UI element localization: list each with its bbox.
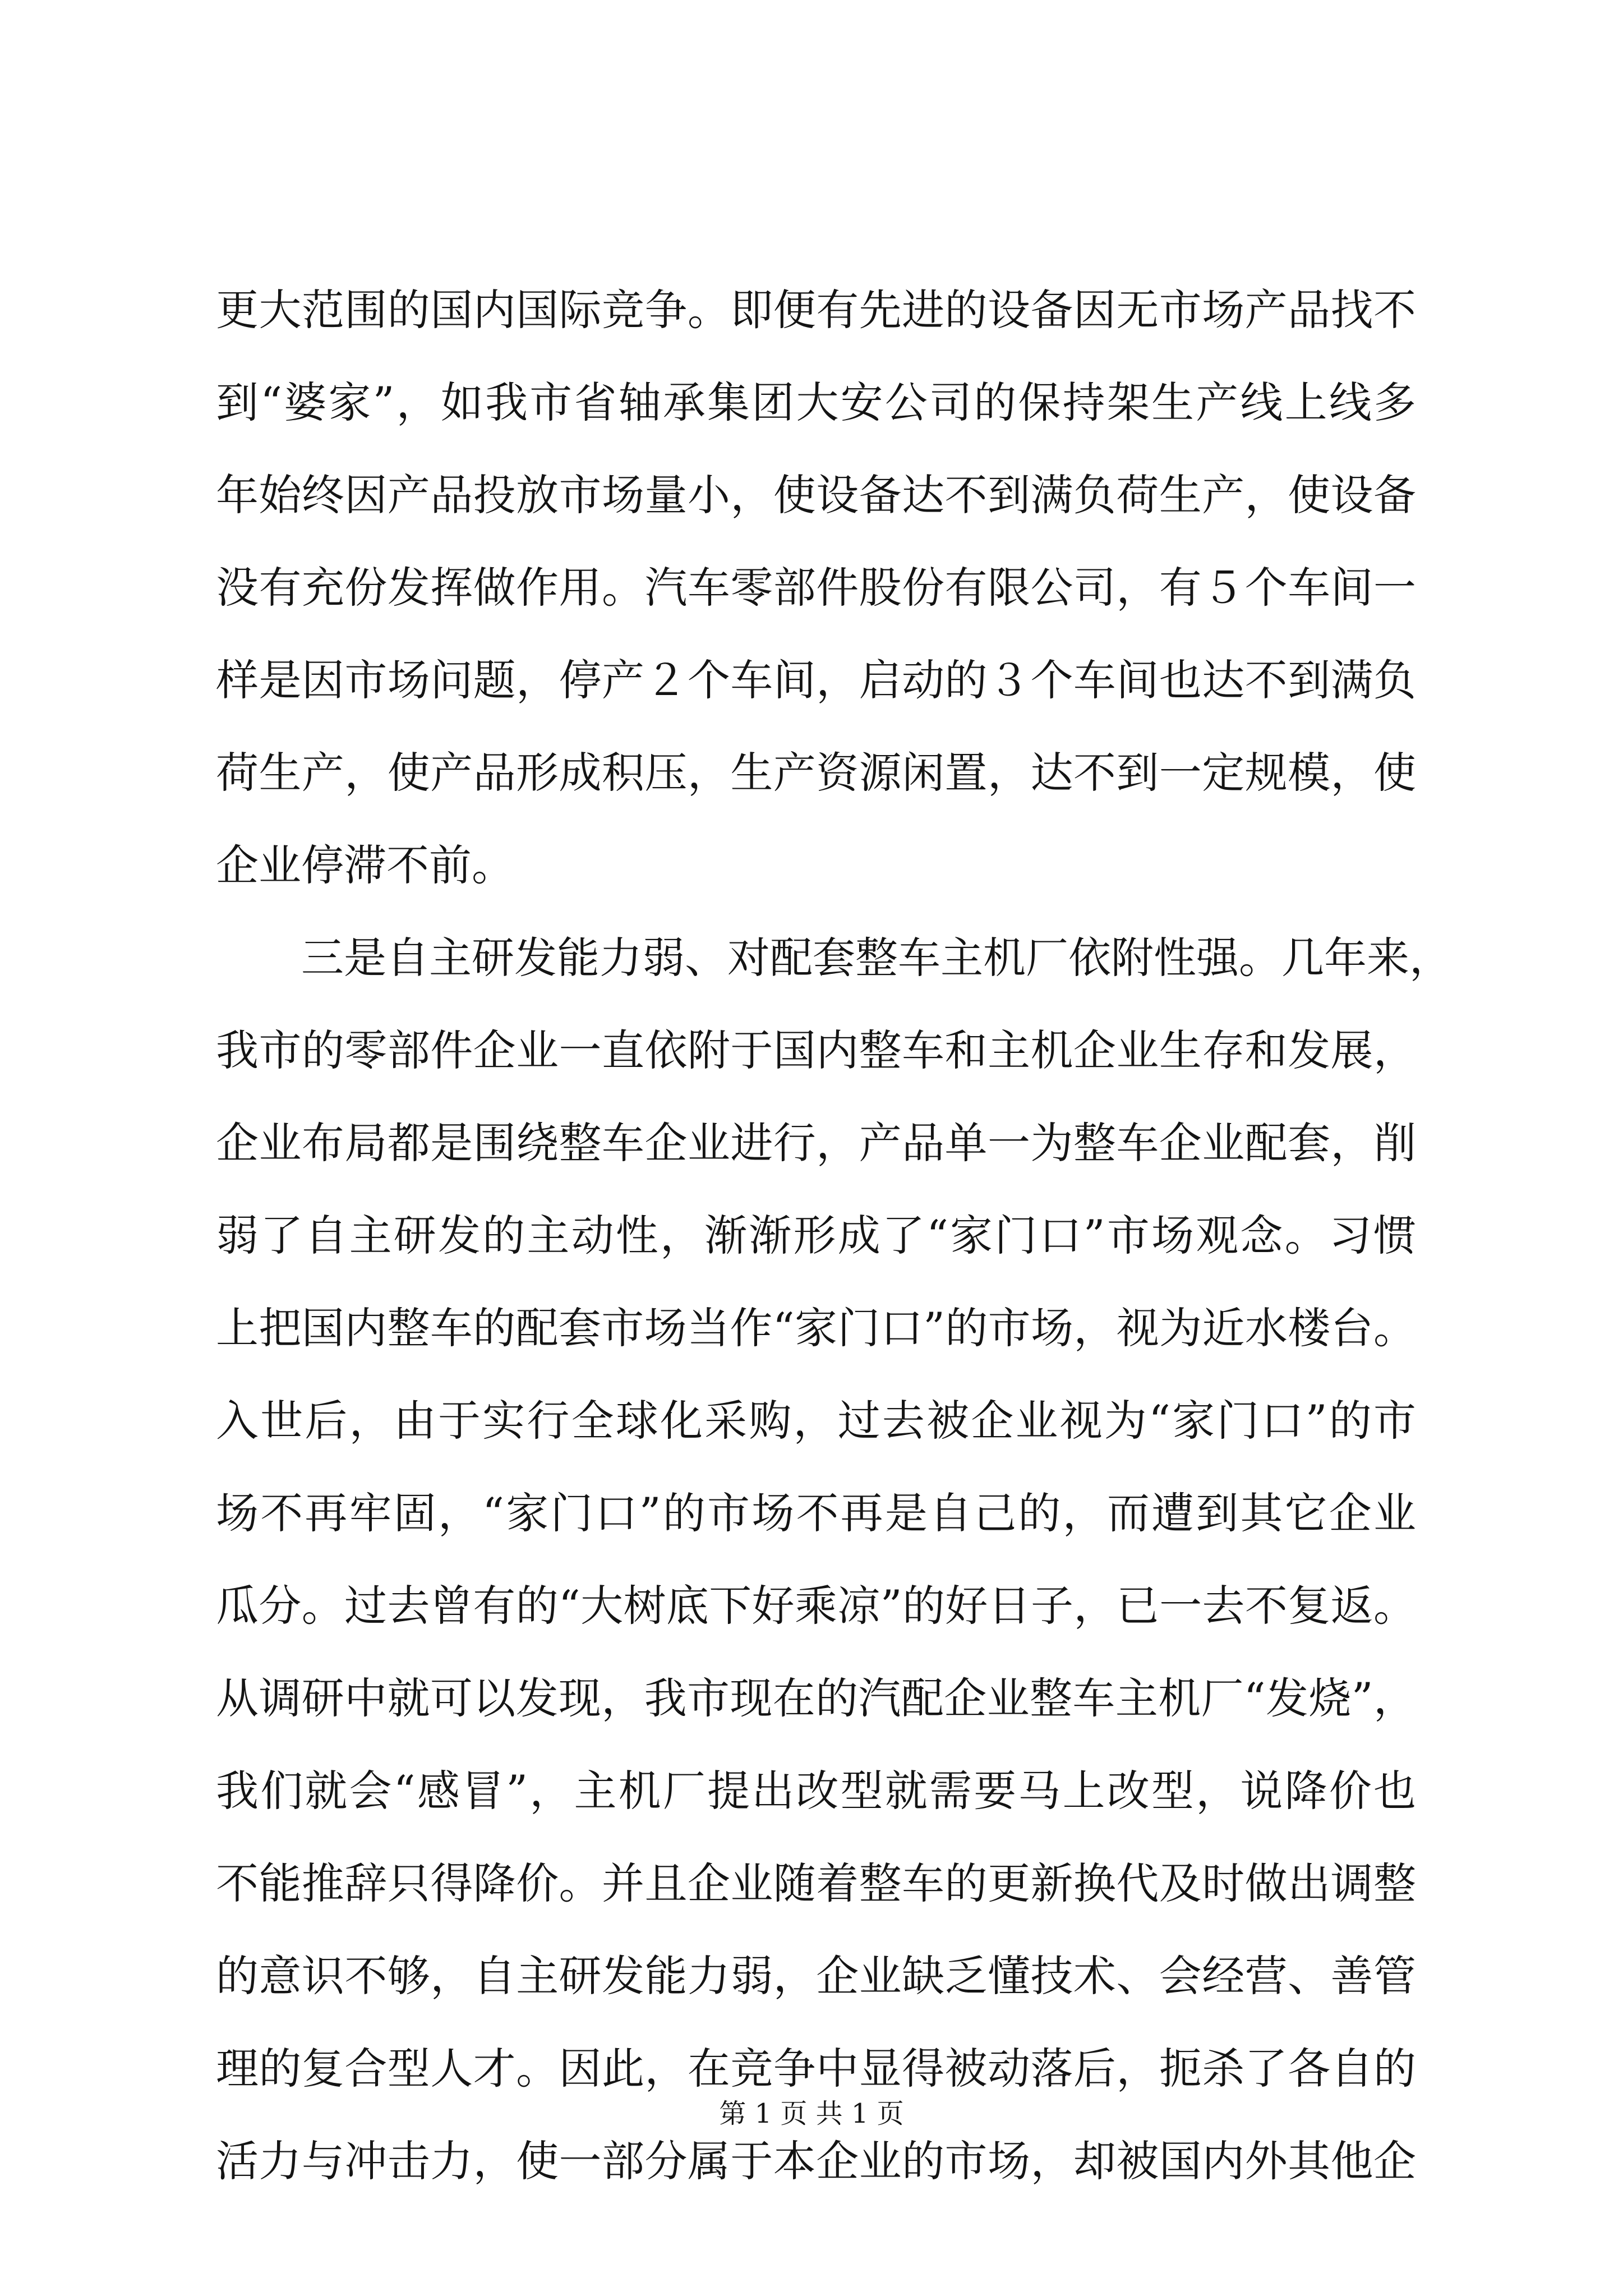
text-line: 弱了自主研发的主动性，渐渐形成了“家门口”市场观念。习惯: [216, 1211, 1416, 1260]
text-line: 荷生产，使产品形成积压，生产资源闲置，达不到一定规模，使: [216, 748, 1416, 798]
body-text: [216, 264, 1452, 2207]
text-line: 企业停滞不前。: [216, 840, 514, 890]
text-line: 上把国内整车的配套市场当作“家门口”的市场，视为近水楼台。: [216, 1303, 1416, 1353]
text-line: 我市的零部件企业一直依附于国内整车和主机企业生存和发展，: [216, 1025, 1416, 1075]
text-line: 瓜分。过去曾有的“大树底下好乘凉”的好日子，已一去不复返。: [216, 1581, 1416, 1631]
text-line: 场不再牢固，“家门口”的市场不再是自己的，而遭到其它企业: [216, 1488, 1416, 1538]
text-line: 入世后，由于实行全球化采购，过去被企业视为“家门口”的市: [216, 1396, 1416, 1446]
text-line: 到“婆家”，如我市省轴承集团大安公司的保持架生产线上线多: [216, 378, 1416, 427]
text-line: 更大范围的国内国际竞争。即便有先进的设备因无市场产品找不: [216, 285, 1416, 335]
text-line: 没有充份发挥做作用。汽车零部件股份有限公司，有５个车间一: [216, 563, 1416, 613]
text-line: 理的复合型人才。因此，在竞争中显得被动落后，扼杀了各自的: [216, 2044, 1416, 2093]
page-footer: 第 1 页 共 1 页: [719, 2098, 904, 2129]
text-line: 企业布局都是围绕整车企业进行，产品单一为整车企业配套，削: [216, 1118, 1416, 1168]
text-line: 三是自主研发能力弱、对配套整车主机厂依附性强。几年来，: [216, 933, 1452, 983]
text-line: 我们就会“感冒”，主机厂提出改型就需要马上改型，说降价也: [216, 1766, 1416, 1816]
text-line: 样是因市场问题，停产２个车间，启动的３个车间也达不到满负: [216, 655, 1416, 705]
text-line: 从调研中就可以发现，我市现在的汽配企业整车主机厂“发烧”，: [216, 1673, 1416, 1723]
text-line: 活力与冲击力，使一部分属于本企业的市场，却被国内外其他企: [216, 2136, 1416, 2186]
text-line: 年始终因产品投放市场量小，使设备达不到满负荷生产，使设备: [216, 470, 1416, 520]
text-line: 不能推辞只得降价。并且企业随着整车的更新换代及时做出调整: [216, 1858, 1416, 1908]
text-line: 的意识不够，自主研发能力弱，企业缺乏懂技术、会经营、善管: [216, 1951, 1416, 2001]
